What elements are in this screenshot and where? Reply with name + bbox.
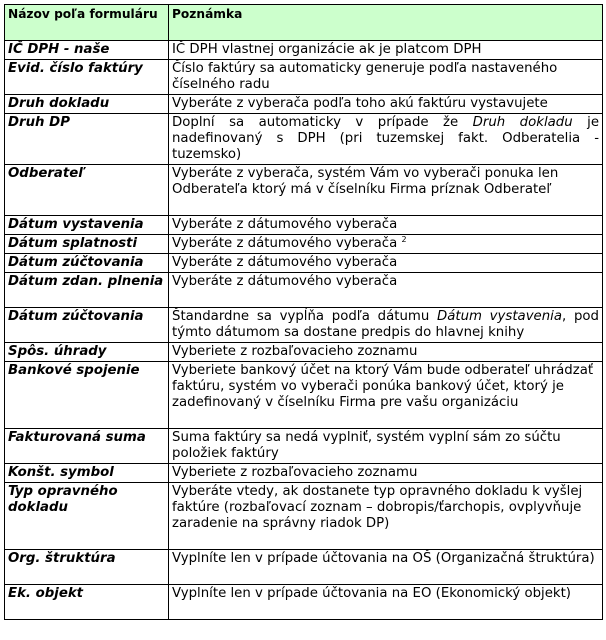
table-row	[5, 41, 603, 60]
table-row	[5, 308, 603, 343]
note-text: je nadefinovaný s DPH (pri tuzemskej fakt. Odberatelia - tuzemsko)	[172, 115, 600, 162]
field-name: Dátum splatnosti	[5, 235, 169, 254]
table-row	[5, 483, 603, 550]
field-note: Vyplníte len v prípade účtovania na OŠ (Organizačná štruktúra)	[169, 550, 603, 585]
note-text: Štandardne sa vypĺňa podľa dátumu	[172, 309, 437, 324]
header-field-name: Názov poľa formuláru	[5, 5, 169, 41]
field-note: Vyplníte len v prípade účtovania na EO (Ekonomický objekt)	[169, 585, 603, 620]
table-row	[5, 216, 603, 235]
field-name: Dátum vystavenia	[5, 216, 169, 235]
field-note: IČ DPH vlastnej organizácie ak je platcom DPH	[169, 41, 603, 60]
field-name: Dátum zdan. plnenia	[5, 273, 169, 308]
note-text: Vyberáte z dátumového vyberača	[172, 236, 398, 251]
table-row	[5, 114, 603, 165]
field-name: Dátum zúčtovania	[5, 254, 169, 273]
table-header-row	[5, 5, 603, 41]
field-note: Vyberáte z dátumového vyberača	[169, 216, 603, 235]
field-note	[169, 114, 603, 165]
table-row	[5, 550, 603, 585]
table-row	[5, 343, 603, 362]
table-row	[5, 585, 603, 620]
table-row	[5, 254, 603, 273]
field-name: Dátum zúčtovania	[5, 308, 169, 343]
field-name: Fakturovaná suma	[5, 429, 169, 464]
field-note: Vyberiete z rozbaľovacieho zoznamu	[169, 343, 603, 362]
note-text: Doplní sa automaticky v prípade že	[172, 115, 473, 130]
field-name: Typ opravného dokladu	[5, 483, 169, 550]
form-fields-table	[4, 4, 603, 620]
note-emphasis: Druh dokladu	[472, 115, 573, 130]
header-note: Poznámka	[169, 5, 603, 41]
table-row	[5, 464, 603, 483]
field-name: Konšt. symbol	[5, 464, 169, 483]
table-row	[5, 273, 603, 308]
field-note: Vyberáte vtedy, ak dostanete typ opravného dokladu k vyšlej faktúre (rozbaľovací zoznam – dobropis/ťarchopis, ovplyvňuje zaradenie na správny riadok DP)	[169, 483, 603, 550]
field-name: Spôs. úhrady	[5, 343, 169, 362]
field-note: Vyberiete z rozbaľovacieho zoznamu	[169, 464, 603, 483]
field-name: Evid. číslo faktúry	[5, 60, 169, 95]
note-text: , pod týmto dátumom sa dostane predpis do hlavnej knihy	[172, 309, 599, 340]
field-name: IČ DPH - naše	[5, 41, 169, 60]
table-row	[5, 429, 603, 464]
field-name: Odberateľ	[5, 165, 169, 216]
field-name: Org. štruktúra	[5, 550, 169, 585]
field-note: Vyberiete bankový účet na ktorý Vám bude odberateľ uhrádzať faktúru, systém vo vyberači ponúka bankový účet, ktorý je zadefinovaný v číselníku Firma pre vašu organizáciu	[169, 362, 603, 429]
field-name: Druh DP	[5, 114, 169, 165]
footnote-marker: 2	[401, 235, 407, 244]
field-note	[169, 308, 603, 343]
field-note: Vyberáte z dátumového vyberača	[169, 254, 603, 273]
field-note	[169, 235, 603, 254]
table-row	[5, 95, 603, 114]
field-name: Druh dokladu	[5, 95, 169, 114]
table-row	[5, 362, 603, 429]
field-note: Číslo faktúry sa automaticky generuje podľa nastaveného číselného radu	[169, 60, 603, 95]
table-row	[5, 235, 603, 254]
field-note: Vyberáte z dátumového vyberača	[169, 273, 603, 308]
field-note: Vyberáte z vyberača, systém Vám vo vyberači ponuka len Odberateľa ktorý má v číselníku Firma príznak Odberateľ	[169, 165, 603, 216]
table-row	[5, 165, 603, 216]
field-note: Suma faktúry sa nedá vyplniť, systém vyplní sám zo súčtu položiek faktúry	[169, 429, 603, 464]
table-row	[5, 60, 603, 95]
note-emphasis: Dátum vystavenia	[436, 309, 563, 324]
field-note: Vyberáte z vyberača podľa toho akú faktúru vystavujete	[169, 95, 603, 114]
field-name: Bankové spojenie	[5, 362, 169, 429]
field-name: Ek. objekt	[5, 585, 169, 620]
